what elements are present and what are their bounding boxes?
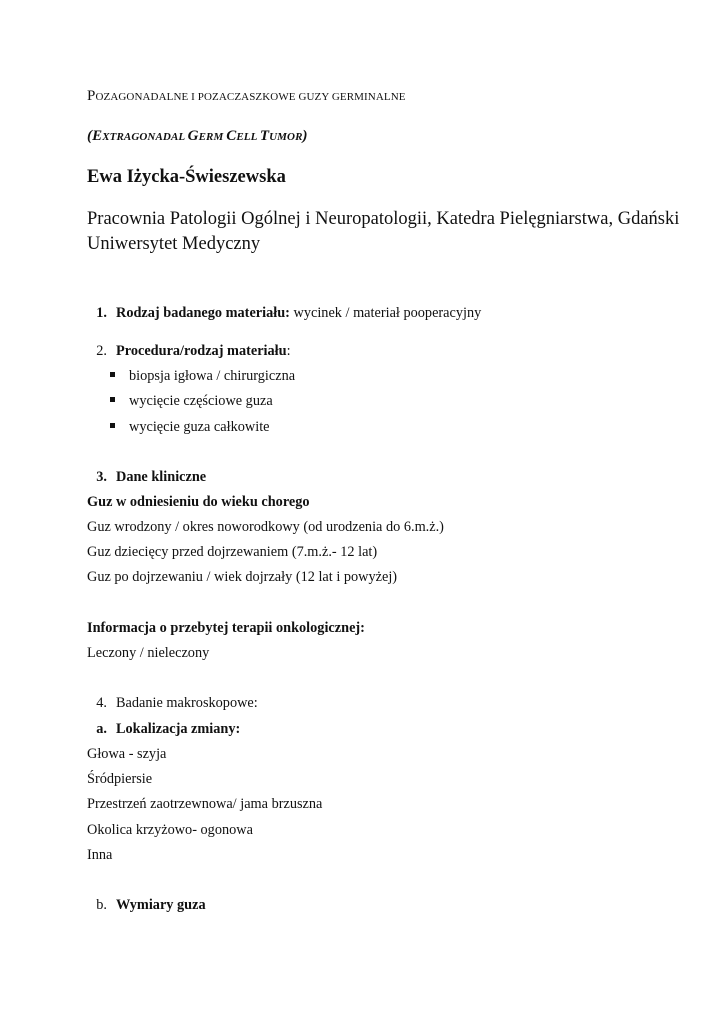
subsection-a (87, 721, 240, 738)
subsection-letter: b. (96, 897, 107, 913)
location-line: Inna (87, 847, 113, 863)
subtitle-part: (E (87, 128, 103, 144)
age-line: Guz wrodzony / okres noworodkowy (od urodzenia do 6.m.ż.) (87, 519, 444, 535)
list-item: biopsja igłowa / chirurgiczna (129, 368, 296, 384)
square-bullet-icon (110, 397, 115, 402)
document-title (87, 88, 406, 105)
location-line: Przestrzeń zaotrzewnowa/ jama brzuszna (87, 796, 323, 812)
section-3 (87, 469, 206, 486)
section-2-colon: : (286, 343, 291, 359)
section-1-value: wycinek / materiał pooperacyjny (289, 305, 482, 321)
document-subtitle (87, 128, 308, 145)
location-line: Śródpiersie (87, 771, 153, 787)
location-line: Głowa - szyja (87, 746, 167, 762)
author-name: Ewa Iżycka-Świeszewska (87, 167, 286, 187)
section-3-label: Dane kliniczne (116, 469, 207, 485)
square-bullet-icon (110, 423, 115, 428)
age-line: Guz dziecięcy przed dojrzewaniem (7.m.ż.- 12 lat) (87, 544, 378, 560)
subtitle-part: UMOR (269, 131, 303, 143)
square-bullet-icon (110, 372, 115, 377)
section-1 (87, 305, 481, 322)
list-item: wycięcie guza całkowite (129, 419, 270, 435)
age-line: Guz po dojrzewaniu / wiek dojrzały (12 lat i powyżej) (87, 569, 398, 585)
therapy-heading: Informacja o przebytej terapii onkologicznej: (87, 620, 365, 636)
subtitle-part: XTRAGONADAL (102, 131, 188, 143)
location-line: Okolica krzyżowo- ogonowa (87, 822, 253, 838)
section-4 (87, 695, 258, 712)
section-2-label: Procedura/rodzaj materiału (116, 343, 287, 359)
subtitle-part: G (187, 128, 199, 144)
section-2 (87, 343, 291, 360)
subsection-b (87, 897, 206, 914)
section-number: 3. (96, 469, 107, 485)
title-part: P (87, 88, 96, 104)
section-4-label: Badanie makroskopowe: (116, 695, 258, 711)
subtitle-part: ) (302, 128, 308, 144)
section-number: 4. (96, 695, 107, 711)
section-number: 2. (96, 343, 107, 359)
list-item: wycięcie częściowe guza (129, 393, 273, 409)
subtitle-part: T (259, 128, 270, 144)
section-number: 1. (96, 305, 107, 321)
subtitle-part: ELL (236, 131, 260, 143)
subsection-b-label: Wymiary guza (116, 897, 206, 913)
subsection-a-label: Lokalizacja zmiany: (116, 721, 241, 737)
author-affiliation: Pracownia Patologii Ogólnej i Neuropatologii, Katedra Pielęgniarstwa, Gdański Uniwersytet Medyczny (87, 209, 680, 254)
section-1-label: Rodzaj badanego materiału: (116, 305, 290, 321)
subsection-letter: a. (96, 721, 107, 737)
title-part: OZAGONADALNE I POZACZASZKOWE GUZY GERMINALNE (95, 91, 406, 103)
subtitle-part: ERM (198, 131, 227, 143)
age-subheading: Guz w odniesieniu do wieku chorego (87, 494, 310, 510)
therapy-value: Leczony / nieleczony (87, 645, 210, 661)
subtitle-part: C (226, 128, 237, 144)
